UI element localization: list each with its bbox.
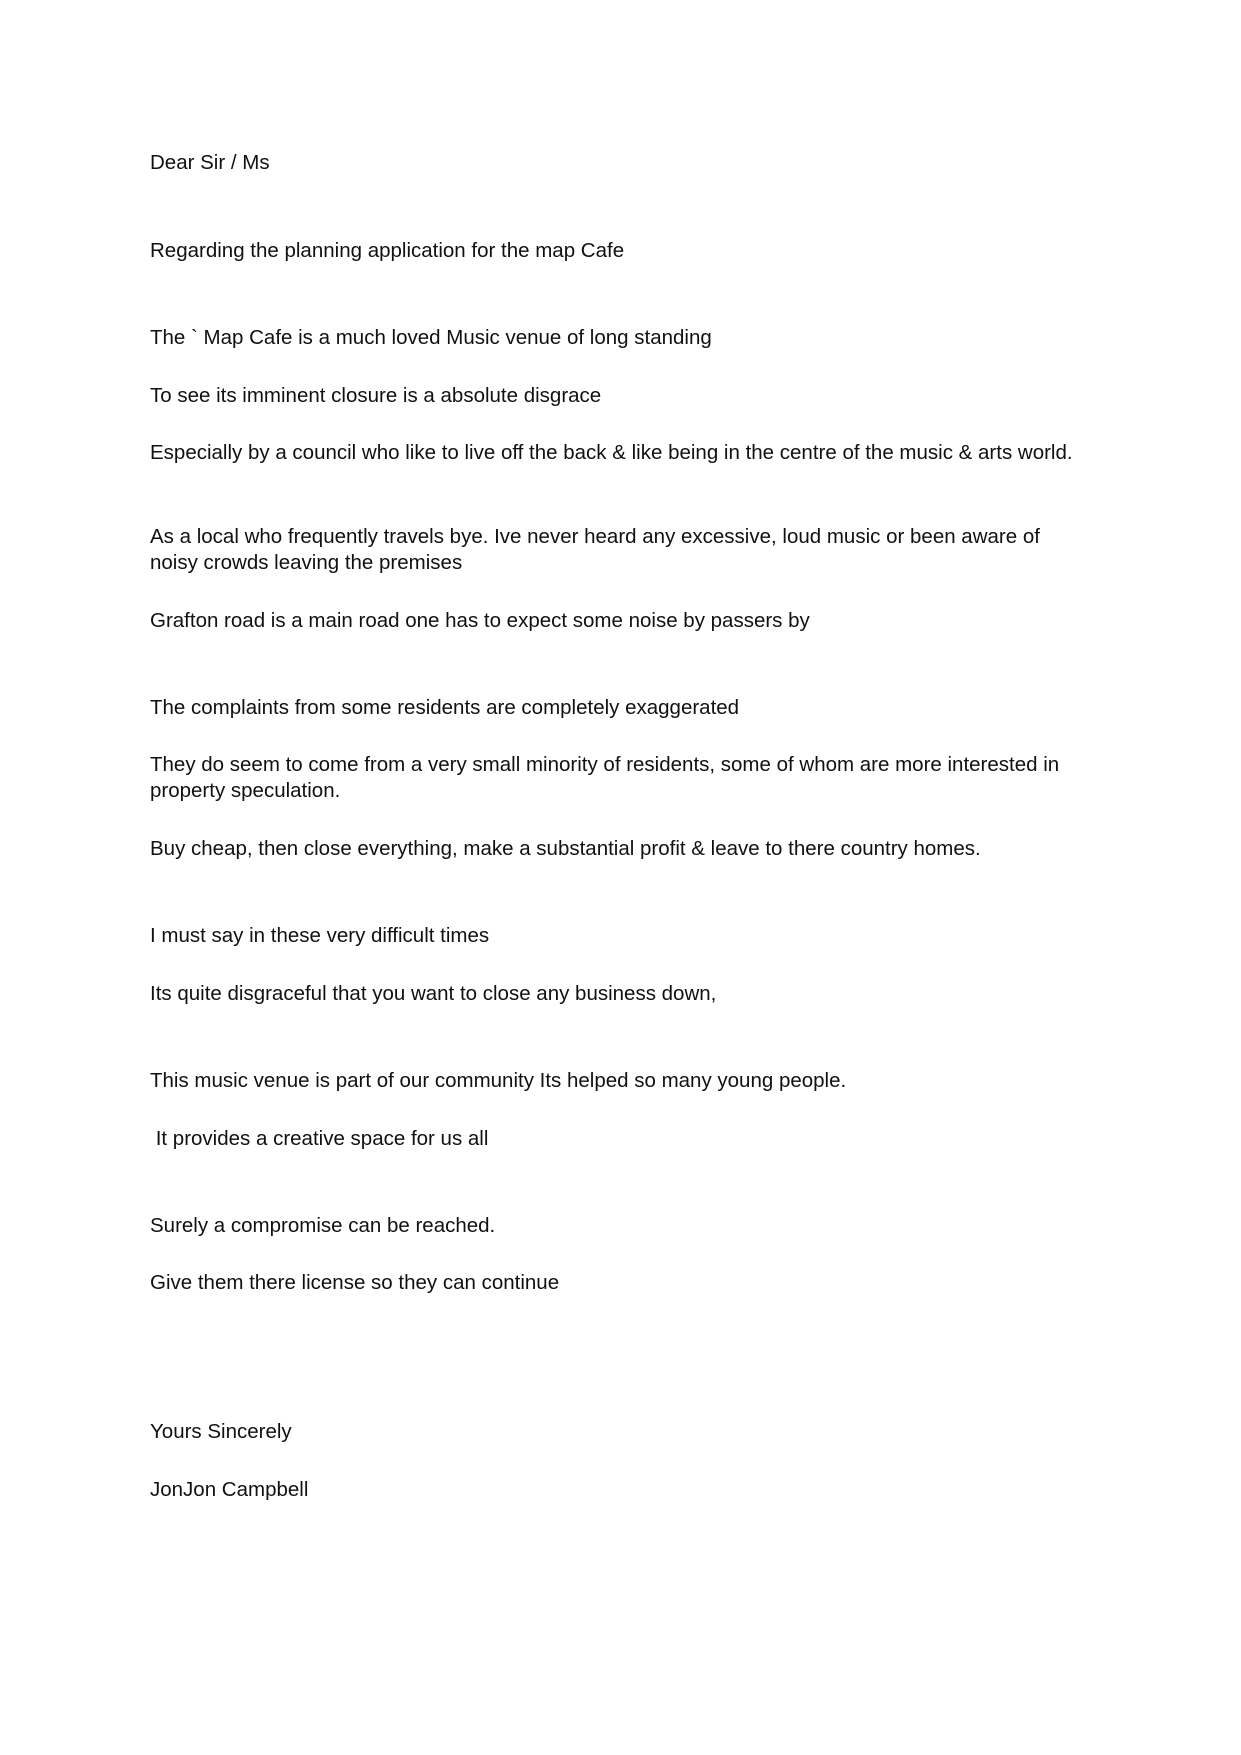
paragraph: Surely a compromise can be reached. [150, 1214, 496, 1237]
paragraph: They do seem to come from a very small minority of residents, some of whom are more interested in property speculation. [150, 753, 1065, 802]
signature: JonJon Campbell [150, 1478, 309, 1501]
paragraph: Especially by a council who like to live off the back & like being in the centre of the music & arts world. [150, 441, 1073, 464]
paragraph: As a local who frequently travels bye. Ive never heard any excessive, loud music or been aware of noisy crowds leaving the premises [150, 525, 1046, 574]
paragraph: The ` Map Cafe is a much loved Music venue of long standing [150, 326, 712, 349]
paragraph: It provides a creative space for us all [150, 1127, 489, 1150]
paragraph: Buy cheap, then close everything, make a substantial profit & leave to there country homes. [150, 837, 981, 860]
paragraph: Its quite disgraceful that you want to close any business down, [150, 982, 717, 1005]
paragraph: To see its imminent closure is a absolute disgrace [150, 384, 602, 407]
paragraph: I must say in these very difficult times [150, 924, 490, 947]
paragraph: Grafton road is a main road one has to expect some noise by passers by [150, 609, 810, 632]
paragraph: The complaints from some residents are completely exaggerated [150, 696, 740, 719]
subject-line: Regarding the planning application for the map Cafe [150, 239, 625, 262]
paragraph: This music venue is part of our community Its helped so many young people. [150, 1069, 847, 1092]
paragraph: Give them there license so they can continue [150, 1271, 560, 1294]
closing: Yours Sincerely [150, 1420, 292, 1443]
salutation: Dear Sir / Ms [150, 151, 270, 174]
